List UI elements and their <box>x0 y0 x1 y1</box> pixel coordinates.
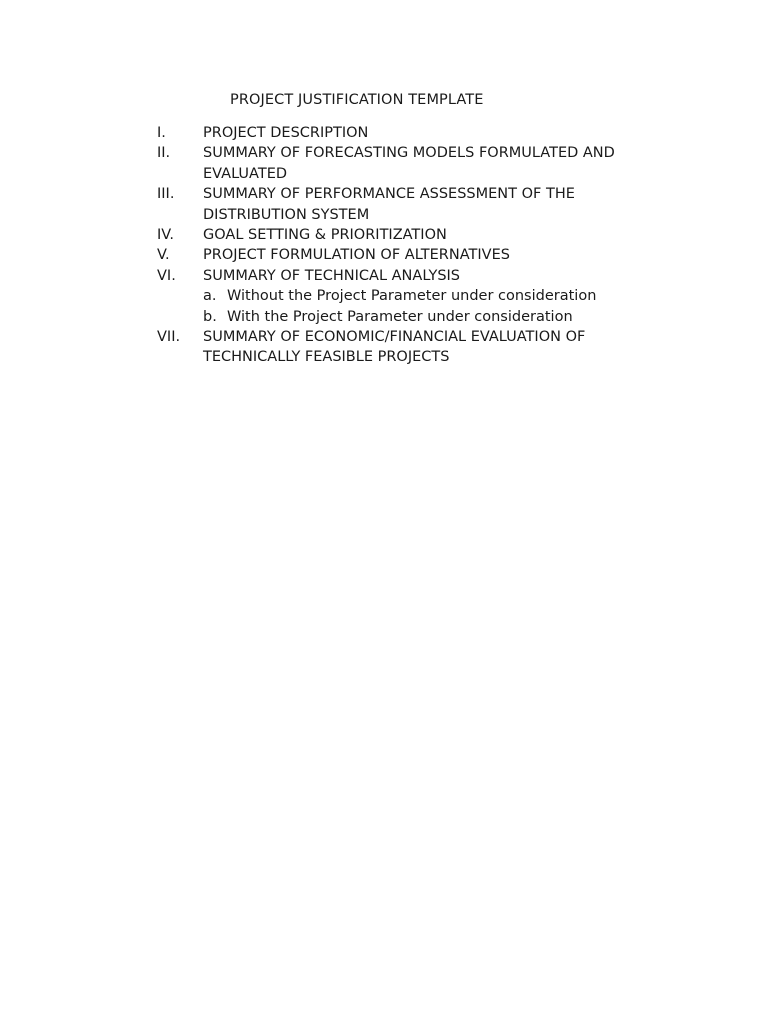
item-line: DISTRIBUTION SYSTEM <box>203 206 370 223</box>
sub-item-text: Without the Project Parameter under consideration <box>227 288 597 305</box>
item-text <box>203 245 657 265</box>
sub-item-b <box>203 307 657 327</box>
item-numeral: IV. <box>157 227 174 244</box>
item-line: SUMMARY OF TECHNICAL ANALYSIS <box>203 267 461 284</box>
outline-item-5 <box>157 245 657 265</box>
item-numeral: VI. <box>157 267 176 284</box>
item-line: GOAL SETTING & PRIORITIZATION <box>203 227 447 244</box>
item-text <box>203 327 657 368</box>
item-line: EVALUATED <box>203 165 288 182</box>
sub-item-letter: b. <box>203 308 217 325</box>
sub-item-a <box>203 286 657 306</box>
item-line: SUMMARY OF PERFORMANCE ASSESSMENT OF THE <box>203 186 575 203</box>
item-line: SUMMARY OF ECONOMIC/FINANCIAL EVALUATION OF <box>203 329 586 346</box>
document-title: PROJECT JUSTIFICATION TEMPLATE <box>230 92 484 108</box>
item-numeral: VII. <box>157 329 181 346</box>
item-line: TECHNICALLY FEASIBLE PROJECTS <box>203 349 450 366</box>
item-text <box>203 266 657 327</box>
outline-item-6 <box>157 266 657 327</box>
outline-item-1 <box>157 123 657 143</box>
item-line: PROJECT DESCRIPTION <box>203 125 369 141</box>
item-line: PROJECT FORMULATION OF ALTERNATIVES <box>203 247 510 264</box>
outline-item-7 <box>157 327 657 368</box>
item-text <box>203 143 657 184</box>
item-numeral: I. <box>157 125 166 141</box>
outline-item-4 <box>157 225 657 245</box>
outline-list <box>157 123 657 368</box>
outline-item-3 <box>157 184 657 225</box>
sub-item-text: With the Project Parameter under consideration <box>227 308 573 325</box>
item-numeral: III. <box>157 186 175 203</box>
item-text <box>203 123 657 143</box>
outline-item-2 <box>157 143 657 184</box>
sub-item-letter: a. <box>203 288 217 305</box>
item-numeral: V. <box>157 247 170 264</box>
item-numeral: II. <box>157 145 171 162</box>
item-line: SUMMARY OF FORECASTING MODELS FORMULATED AND <box>203 145 615 162</box>
item-text <box>203 225 657 245</box>
item-text <box>203 184 657 225</box>
